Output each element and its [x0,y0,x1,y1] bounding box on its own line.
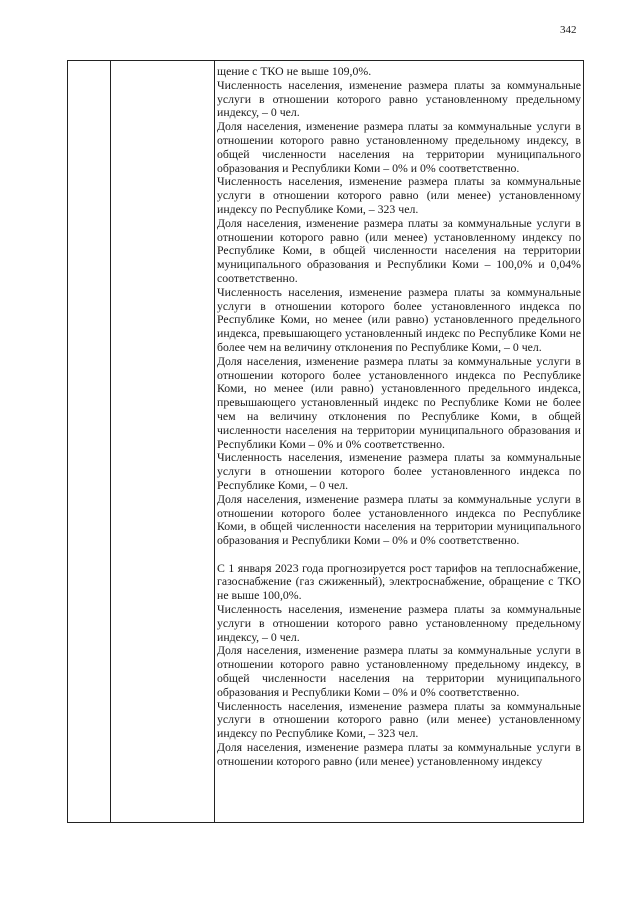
paragraph: Доля населения, изменение размера платы за коммунальные услуги в отношении которого более установленного индекса по Республике Коми, но менее (или равно) установленного предельного индекса, превышающего установленный индекс по Республике Коми не более чем на величину отклонения по Республике Коми, в общей численности населения на территории муниципального образования и Республики Коми – 0% и 0% соответственно. [217,353,581,451]
column-divider-1 [110,61,111,822]
paragraph: Доля населения, изменение размера платы за коммунальные услуги в отношении которого равно установленному предельному индексу, в общей численности населения на территории муниципального образования и Республики Коми – 0% и 0% соответственно. [217,643,581,699]
paragraph: Численность населения, изменение размера платы за коммунальные услуги в отношении которого равно (или менее) установленному индексу по Республике Коми, – 323 чел. [217,174,581,216]
column-divider-2 [214,61,215,822]
document-table [67,60,584,823]
page-number: 342 [560,24,577,36]
paragraph: Численность населения, изменение размера платы за коммунальные услуги в отношении которого более установленного индекса по Республике Коми, – 0 чел. [217,450,581,492]
paragraph: Доля населения, изменение размера платы за коммунальные услуги в отношении которого равно (или менее) установленному индексу по Республике Коми, в общей численности населения на территории муниципального образования и Республики Коми – 100,0% и 0,04% соответственно. [217,215,581,285]
text-cell [217,65,581,769]
paragraph: Доля населения, изменение размера платы за коммунальные услуги в отношении которого равно установленному предельному индексу, в общей численности населения на территории муниципального образования и Республики Коми – 0% и 0% соответственно. [217,119,581,175]
paragraph: Численность населения, изменение размера платы за коммунальные услуги в отношении которого равно (или менее) установленному индексу по Республике Коми, – 323 чел. [217,698,581,741]
paragraph: Доля населения, изменение размера платы за коммунальные услуги в отношении которого равно (или менее) установленному индексу [217,740,581,768]
paragraph: Численность населения, изменение размера платы за коммунальные услуги в отношении которого более установленного индекса по Республике Коми, но менее (или равно) установленного предельного индекса, превышающего установленный индекс по Республике Коми не более чем на величину отклонения по Республике Коми, – 0 чел. [217,284,581,354]
paragraph: С 1 января 2023 года прогнозируется рост тарифов на теплоснабжение, газоснабжение (газ сжиженный), электроснабжение, обращение с ТКО не выше 100,0%. [217,560,581,603]
paragraph: щение с ТКО не выше 109,0%. [217,64,372,78]
paragraph: Численность населения, изменение размера платы за коммунальные услуги в отношении которого равно установленному предельному индексу, – 0 чел. [217,602,581,644]
paragraph: Численность населения, изменение размера платы за коммунальные услуги в отношении которого равно установленному предельному индексу, – 0 чел. [217,77,581,120]
paragraph: Доля населения, изменение размера платы за коммунальные услуги в отношении которого более установленного индекса по Республике Коми, в общей численности населения на территории муниципального образования и Республики Коми – 0% и 0% соответственно. [217,491,581,548]
